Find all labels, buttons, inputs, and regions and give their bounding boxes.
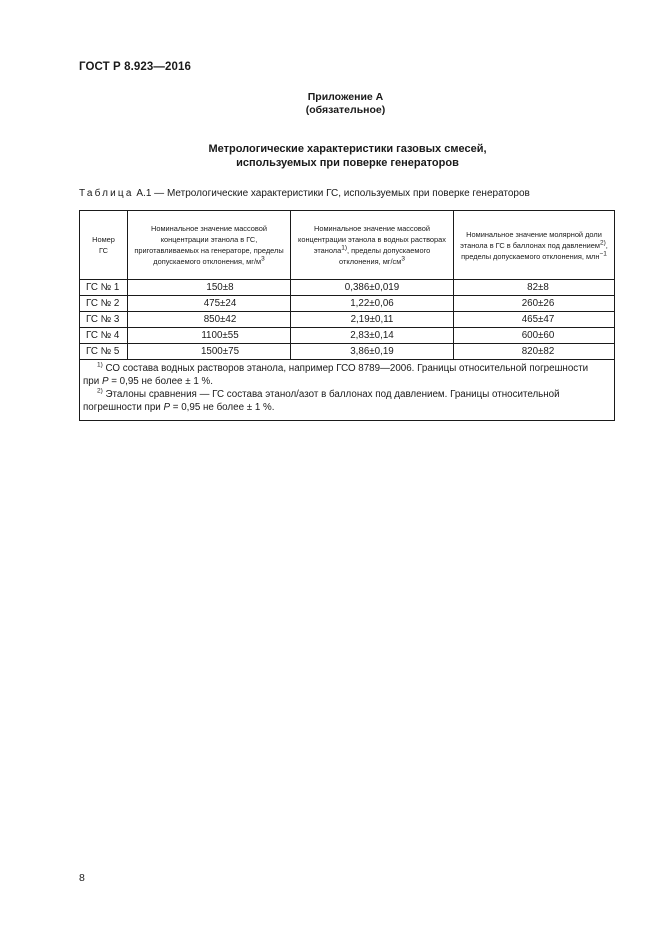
metrology-table — [79, 210, 615, 421]
footnote-1-line-1 — [83, 362, 611, 375]
table-row — [80, 280, 615, 296]
footnote-1-p-symbol: P — [101, 376, 109, 387]
footnote-2-line-1 — [83, 388, 611, 401]
table-row — [80, 344, 615, 360]
table-footnotes — [80, 360, 615, 421]
header-col3-text — [294, 223, 450, 267]
cell-molar: 260±26 — [454, 296, 615, 312]
footnote-2-line-2 — [83, 401, 611, 414]
cell-mass-conc-gen: 150±8 — [128, 280, 291, 296]
header-gs-number — [80, 211, 128, 280]
footnote-2-mark: 2) — [97, 387, 103, 395]
footnote-1-text: СО состава водных растворов этанола, например ГСО 8789—2006. Границы относительной погрешности — [102, 363, 589, 374]
header-col4-label-a: Номинальное значение молярной доли этанола в ГС в баллонах под давлением — [460, 229, 602, 250]
table-row — [80, 328, 615, 344]
header-col4-label-b: , пределы допускаемого отклонения, млн — [461, 240, 608, 261]
table-row — [80, 296, 615, 312]
cell-gs: ГС № 5 — [80, 344, 128, 360]
section-title — [0, 142, 661, 170]
table-caption — [79, 188, 530, 199]
table-footnotes-row — [80, 360, 615, 421]
header-molar-fraction — [454, 211, 615, 280]
appendix-title: Приложение А — [307, 91, 384, 103]
footnote-1-text-a: при — [83, 376, 102, 387]
section-title-line-1: Метрологические характеристики газовых смесей, — [208, 143, 487, 155]
header-col3-label-b: , пределы допускаемого отклонения, мг/см — [339, 246, 431, 266]
cell-molar: 820±82 — [454, 344, 615, 360]
header-col3-footnote-ref: 1) — [341, 244, 348, 252]
footnote-2-text-b: = 0,95 не более ± 1 %. — [170, 402, 275, 413]
header-col2-text — [131, 223, 287, 267]
document-code: ГОСТ Р 8.923—2016 — [79, 61, 191, 73]
section-title-line-2: используемых при поверке генераторов — [236, 157, 459, 169]
table-row — [80, 312, 615, 328]
cell-molar: 82±8 — [454, 280, 615, 296]
footnote-1-text-b: = 0,95 не более ± 1 %. — [108, 376, 213, 387]
footnote-1-mark: 1) — [97, 361, 103, 369]
appendix-status: (обязательное) — [305, 104, 386, 116]
cell-mass-conc-sol: 1,22±0,06 — [291, 296, 454, 312]
cell-mass-conc-gen: 850±42 — [128, 312, 291, 328]
footnote-1-line-2 — [83, 375, 611, 388]
table-caption-prefix: Таблица — [79, 188, 134, 199]
cell-gs: ГС № 4 — [80, 328, 128, 344]
header-mass-concentration-solution — [291, 211, 454, 280]
header-col4-sup: −1 — [599, 250, 607, 258]
header-col3-label-a: Номинальное значение массовой концентрации этанола в водных растворах этанола — [298, 224, 446, 255]
cell-gs: ГС № 1 — [80, 280, 128, 296]
header-col4-footnote-ref: 2) — [599, 239, 606, 247]
cell-molar: 465±47 — [454, 312, 615, 328]
cell-mass-conc-gen: 475±24 — [128, 296, 291, 312]
cell-mass-conc-sol: 2,83±0,14 — [291, 328, 454, 344]
footnote-2-text-a: погрешности при — [83, 402, 164, 413]
cell-mass-conc-sol: 3,86±0,19 — [291, 344, 454, 360]
cell-mass-conc-gen: 1100±55 — [128, 328, 291, 344]
header-col2-label: Номинальное значение массовой концентрации этанола в ГС, приготавливаемых на генераторе, пределы допускаемого отклонения, мг/м — [134, 224, 284, 266]
footnote-2-text: Эталоны сравнения — ГС состава этанол/азот в баллонах под давлением. Границы относительной — [102, 389, 560, 400]
cell-mass-conc-sol: 0,386±0,019 — [291, 280, 454, 296]
header-col3-sup: 3 — [401, 255, 405, 263]
footnote-2-p-symbol: P — [163, 402, 171, 413]
cell-mass-conc-sol: 2,19±0,11 — [291, 312, 454, 328]
header-col2-sup: 3 — [261, 255, 265, 263]
cell-gs: ГС № 2 — [80, 296, 128, 312]
cell-molar: 600±60 — [454, 328, 615, 344]
header-col4-text — [457, 229, 611, 262]
cell-mass-conc-gen: 1500±75 — [128, 344, 291, 360]
header-mass-concentration-generator — [128, 211, 291, 280]
page-number: 8 — [79, 872, 85, 884]
appendix-heading — [0, 91, 661, 117]
table-caption-text: А.1 — Метрологические характеристики ГС, используемых при поверке генераторов — [133, 188, 530, 199]
cell-gs: ГС № 3 — [80, 312, 128, 328]
header-gs-number-text: Номер ГС — [92, 235, 115, 255]
table-header-row — [80, 211, 615, 280]
